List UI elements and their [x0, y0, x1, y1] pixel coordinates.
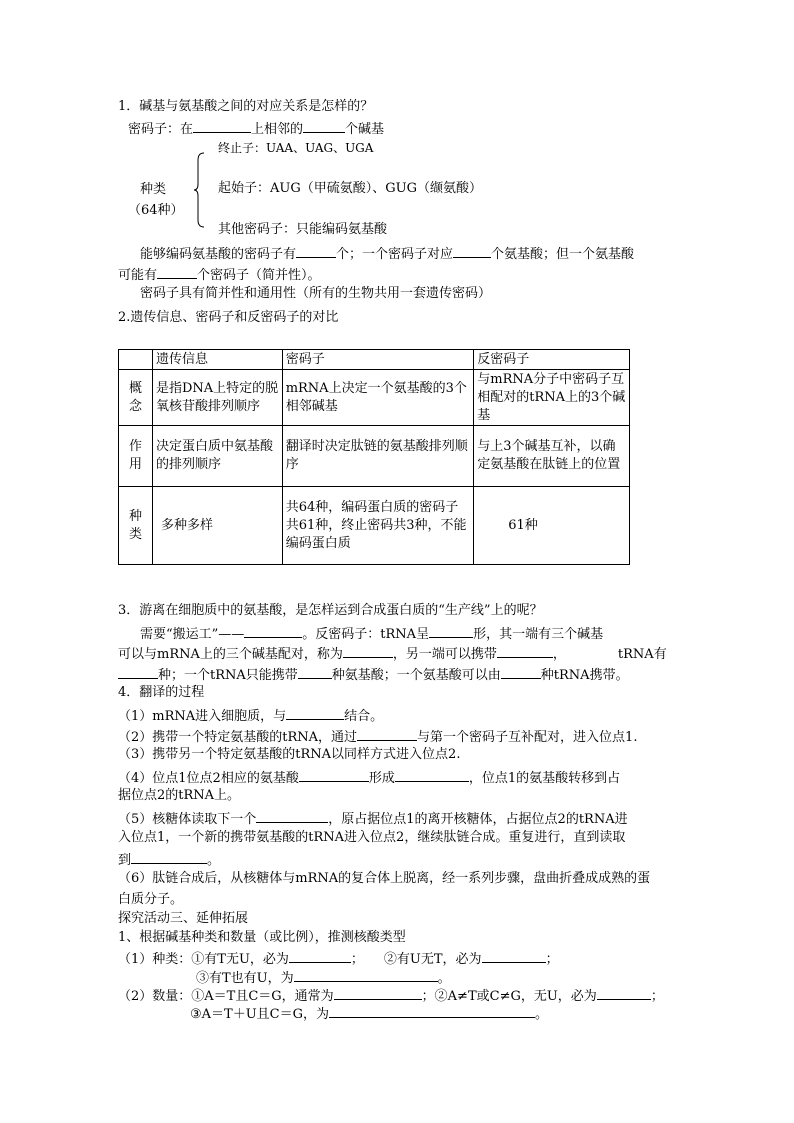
section4-title: 4．翻译的过程: [118, 685, 205, 700]
blank[interactable]: [303, 118, 345, 133]
section3-line1: 需要“搬运工”—— 。反密码子：tRNA呈 形，其一端有三个碱基: [140, 623, 603, 644]
section3-line3: 种；一个tRNA只能携带 种氨基酸；一个氨基酸可以由 种tRNA携带。: [118, 664, 629, 685]
table-header-row: [119, 350, 630, 370]
step-5-end: 到 。: [118, 849, 220, 870]
blank[interactable]: [299, 767, 369, 782]
section3-title: 3．游离在细胞质中的氨基酸，是怎样运到合成蛋白质的“生产线”上的呢？: [118, 603, 543, 618]
blank[interactable]: [597, 985, 651, 1000]
kind-line2: ③有T也有U，为 。: [196, 967, 451, 988]
step-4-cont: 据位点2的tRNA上。: [118, 788, 241, 803]
blank[interactable]: [256, 808, 328, 823]
stop-codons: 终止子：UAA、UAG、UGA: [218, 141, 374, 155]
blank[interactable]: [157, 264, 197, 279]
table-header-cell: 密码子: [282, 350, 474, 370]
blank[interactable]: [334, 985, 422, 1000]
degeneracy-line: 可能有 个密码子（简并性）。: [118, 264, 321, 285]
table-cell: 多种多样: [152, 487, 282, 565]
step-5: （5）核糖体读取下一个 ，原占据位点1的离开核糖体，占据位点2的tRNA进: [118, 808, 628, 829]
blank[interactable]: [131, 849, 207, 864]
section5-subtitle: 1、根据碱基种类和数量（或比例），推测核酸类型: [118, 930, 406, 945]
blank[interactable]: [343, 643, 393, 658]
section1-title: 1．碱基与氨基酸之间的对应关系是怎样的？: [118, 99, 374, 114]
step-1: （1）mRNA进入细胞质，与 结合。: [118, 705, 383, 726]
codon-definition: 密码子：在 上相邻的 个碱基: [128, 118, 384, 139]
table-cell: 共64种，编码蛋白质的密码子共61种，终止密码共3种，不能编码蛋白质: [282, 487, 474, 565]
table-cell: mRNA上决定一个氨基酸的3个相邻碱基: [282, 370, 474, 426]
blank[interactable]: [482, 948, 546, 963]
blank[interactable]: [244, 623, 302, 638]
section2-title: 2.遗传信息、密码子和反密码子的对比: [118, 310, 339, 325]
blank[interactable]: [357, 726, 417, 741]
blank[interactable]: [329, 1003, 535, 1018]
table-cell: 与mRNA分子中密码子互相配对的tRNA上的3个碱基: [474, 370, 630, 426]
other-codons: 其他密码子：只能编码氨基酸: [218, 222, 388, 237]
kind-count: （64种）: [128, 203, 184, 218]
blank[interactable]: [298, 664, 332, 679]
universality-line: 密码子具有简并性和通用性（所有的生物共用一套遗传密码）: [140, 286, 492, 301]
step-3: （3）携带另一个特定氨基酸的tRNA以同样方式进入位点2.: [118, 747, 461, 762]
curly-brace-icon: [193, 152, 205, 228]
blank[interactable]: [118, 664, 158, 679]
blank[interactable]: [294, 967, 438, 982]
blank[interactable]: [193, 118, 251, 133]
blank[interactable]: [289, 948, 351, 963]
table-row: [119, 426, 630, 487]
kind-label: 种类: [140, 182, 167, 197]
table-cell: 是指DNA上特定的脱氧核苷酸排列顺序: [152, 370, 282, 426]
section3-line2: 可以与mRNA上的三个碱基配对，称为 ，另一端可以携带 ， tRNA有: [118, 643, 667, 664]
table-header-cell: 遗传信息: [152, 350, 282, 370]
blank[interactable]: [286, 705, 344, 720]
table-cell: 翻译时决定肽链的氨基酸排列顺序: [282, 426, 474, 487]
blank[interactable]: [395, 767, 469, 782]
step-5-cont: 入位点1，一个新的携带氨基酸的tRNA进入位点2，继续肽链合成。重复进行，直到读取: [118, 830, 626, 845]
start-codons: 起始子：AUG（甲硫氨酸）、GUG（缬氨酸）: [218, 181, 482, 196]
comparison-table: [118, 349, 630, 565]
table-header-cell: 反密码子: [474, 350, 630, 370]
amount-line1: （2）数量：①A＝T且C＝G，通常为 ；②A≠T或C≠G，无U，必为 ；: [118, 985, 664, 1006]
blank[interactable]: [501, 664, 541, 679]
table-row: [119, 370, 630, 426]
table-cell: 与上3个碱基互补，以确定氨基酸在肽链上的位置: [474, 426, 630, 487]
blank[interactable]: [497, 643, 553, 658]
table-header-cell: [119, 350, 153, 370]
table-cell: 61种: [474, 487, 630, 565]
row-label: 作 用: [119, 426, 153, 487]
step-6: （6）肽链合成后，从核糖体与mRNA的复合体上脱离，经一系列步骤，盘曲折叠成成熟的蛋: [118, 871, 651, 886]
step-4: （4）位点1位点2相应的氨基酸 形成 ，位点1的氨基酸转移到占: [118, 767, 620, 788]
kind-line1: （1）种类：①有T无U，必为 ； ②有U无T，必为 ；: [118, 948, 559, 969]
blank[interactable]: [296, 243, 336, 258]
codon-count-line: 能够编码氨基酸的密码子有 个；一个密码子对应 个氨基酸；但一个氨基酸: [140, 243, 634, 264]
amount-line2: ③A＝T＋U且C＝G，为 。: [190, 1003, 548, 1024]
blank[interactable]: [429, 623, 473, 638]
table-cell: 决定蛋白质中氨基酸的排列顺序: [152, 426, 282, 487]
section5-title: 探究活动三、延伸拓展: [118, 911, 249, 926]
step-6-cont: 白质分子。: [118, 892, 184, 907]
blank[interactable]: [453, 243, 491, 258]
table-row: [119, 487, 630, 565]
step-2: （2）携带一个特定氨基酸的tRNA，通过 与第一个密码子互补配对，进入位点1.: [118, 726, 637, 747]
row-label: 概 念: [119, 370, 153, 426]
row-label: 种 类: [119, 487, 153, 565]
